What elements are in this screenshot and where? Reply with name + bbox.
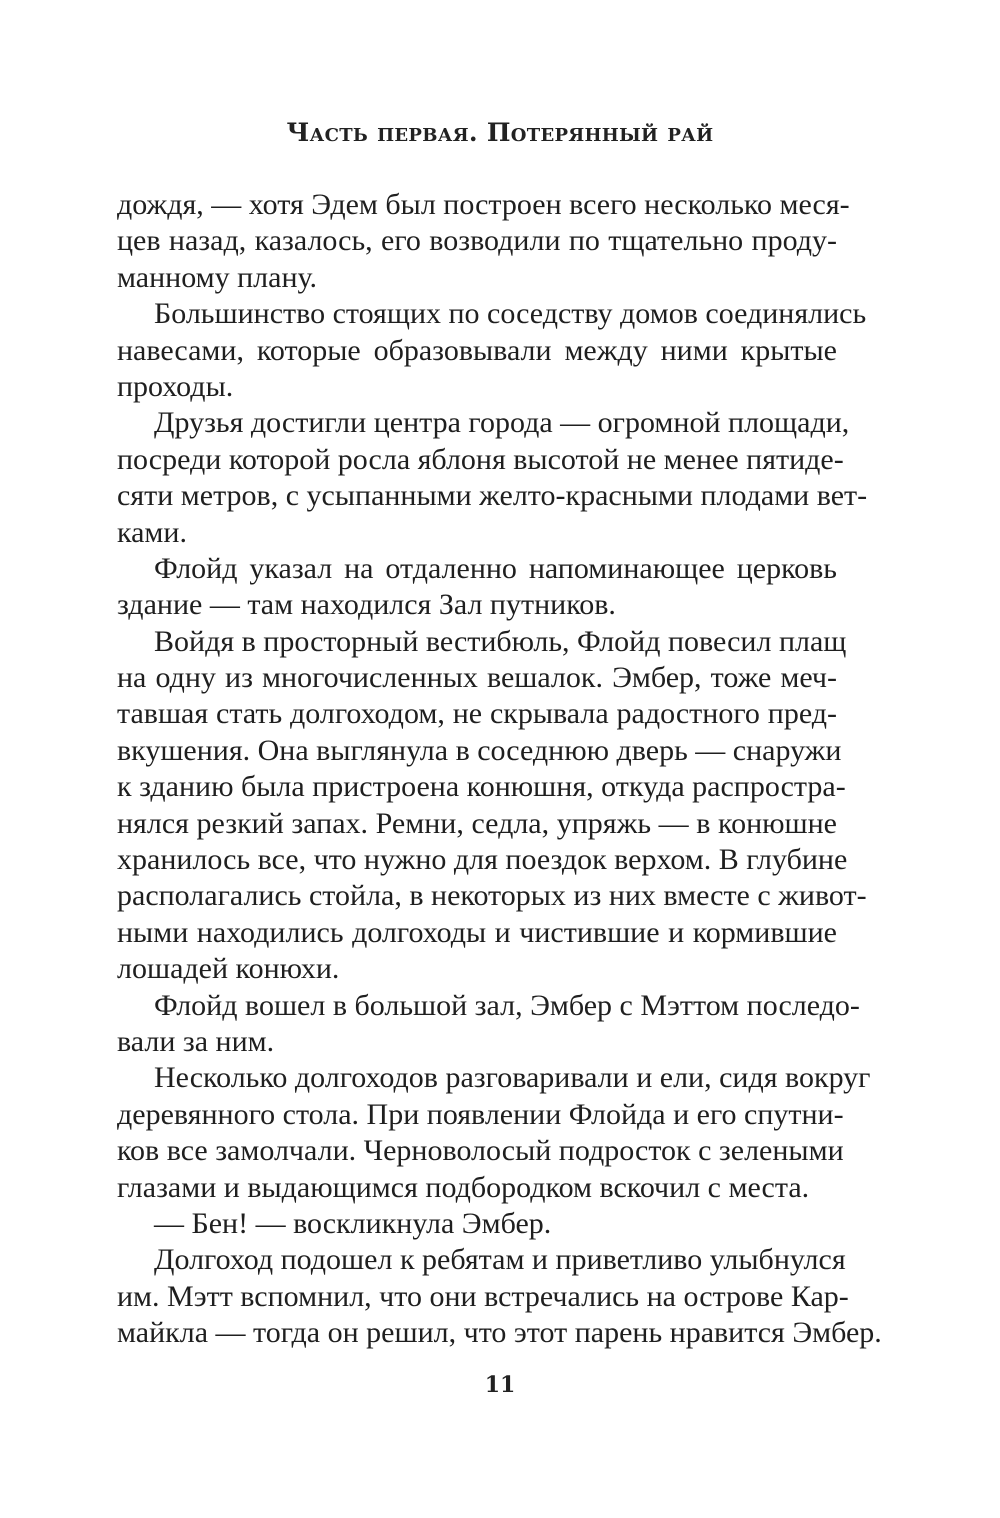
text-line: дождя, — хотя Эдем был построен всего несколько меся-: [117, 188, 850, 221]
paragraph: [117, 988, 860, 1061]
text-line: к зданию была пристроена конюшня, откуда распростра-: [117, 770, 846, 804]
paragraph: [117, 296, 867, 405]
text-line: им. Мэтт вспомнил, что они встречались на острове Кар-: [117, 1279, 849, 1313]
paragraph: [117, 187, 850, 296]
paragraph: [117, 551, 837, 624]
paragraph: [117, 405, 868, 551]
page-number: 11: [484, 1372, 516, 1398]
text-line: нялся резкий запах. Ремни, седла, упряжь — в конюшне: [117, 806, 837, 840]
running-head: Часть первая. Потерянный рай: [286, 118, 714, 147]
text-line: майкла — тогда он решил, что этот парень нравится Эмбер.: [117, 1316, 882, 1350]
paragraph: [117, 1206, 837, 1242]
text-line: Флойд указал на отдаленно напоминающее церковь: [154, 551, 837, 585]
text-line: тавшая стать долгоходом, не скрывала радостного пред-: [117, 697, 837, 731]
text-line: здание — там находился Зал путников.: [117, 588, 616, 622]
paragraph: [117, 624, 867, 988]
text-line: глазами и выдающимся подбородком вскочил с места.: [117, 1170, 810, 1204]
text-line: хранилось все, что нужно для поездок верхом. В глубине: [117, 843, 848, 877]
paragraph: [117, 1242, 882, 1351]
text-line: манному плану.: [117, 260, 318, 294]
text-line: Долгоход подошел к ребятам и приветливо улыбнулся: [154, 1243, 846, 1277]
text-line: ков все замолчали. Черноволосый подросток с зелеными: [117, 1134, 844, 1168]
text-line: сяти метров, с усыпанными желто-красными плодами вет-: [117, 479, 868, 513]
text-line: деревянного стола. При появлении Флойда и его спутни-: [117, 1097, 844, 1131]
text-line: на одну из многочисленных вешалок. Эмбер, тоже меч-: [117, 661, 837, 695]
text-line: вали за ним.: [117, 1024, 275, 1058]
text-line: — Бен! — воскликнула Эмбер.: [154, 1206, 552, 1240]
paragraph: [117, 1060, 871, 1206]
text-line: Друзья достигли центра города — огромной площади,: [154, 406, 850, 440]
text-line: посреди которой росла яблоня высотой не менее пятиде-: [117, 442, 844, 476]
text-line: ными находились долгоходы и чистившие и кормившие: [117, 915, 837, 949]
text-line: располагались стойла, в некоторых из них вместе с живот-: [117, 879, 867, 913]
text-line: Большинство стоящих по соседству домов соединялись: [154, 297, 867, 331]
text-line: лошадей конюхи.: [117, 952, 340, 986]
text-line: Несколько долгоходов разговаривали и ели, сидя вокруг: [154, 1061, 871, 1095]
text-line: Флойд вошел в большой зал, Эмбер с Мэттом последо-: [154, 988, 860, 1022]
text-line: ками.: [117, 515, 187, 549]
text-line: навесами, которые образовывали между ними крытые: [117, 333, 837, 367]
text-line: цев назад, казалось, его возводили по тщательно проду-: [117, 224, 837, 258]
text-line: Войдя в просторный вестибюль, Флойд повесил плащ: [154, 624, 847, 658]
text-line: вкушения. Она выглянула в соседнюю дверь — снаружи: [117, 733, 842, 767]
body-text: [117, 187, 882, 1352]
text-line: проходы.: [117, 369, 234, 403]
